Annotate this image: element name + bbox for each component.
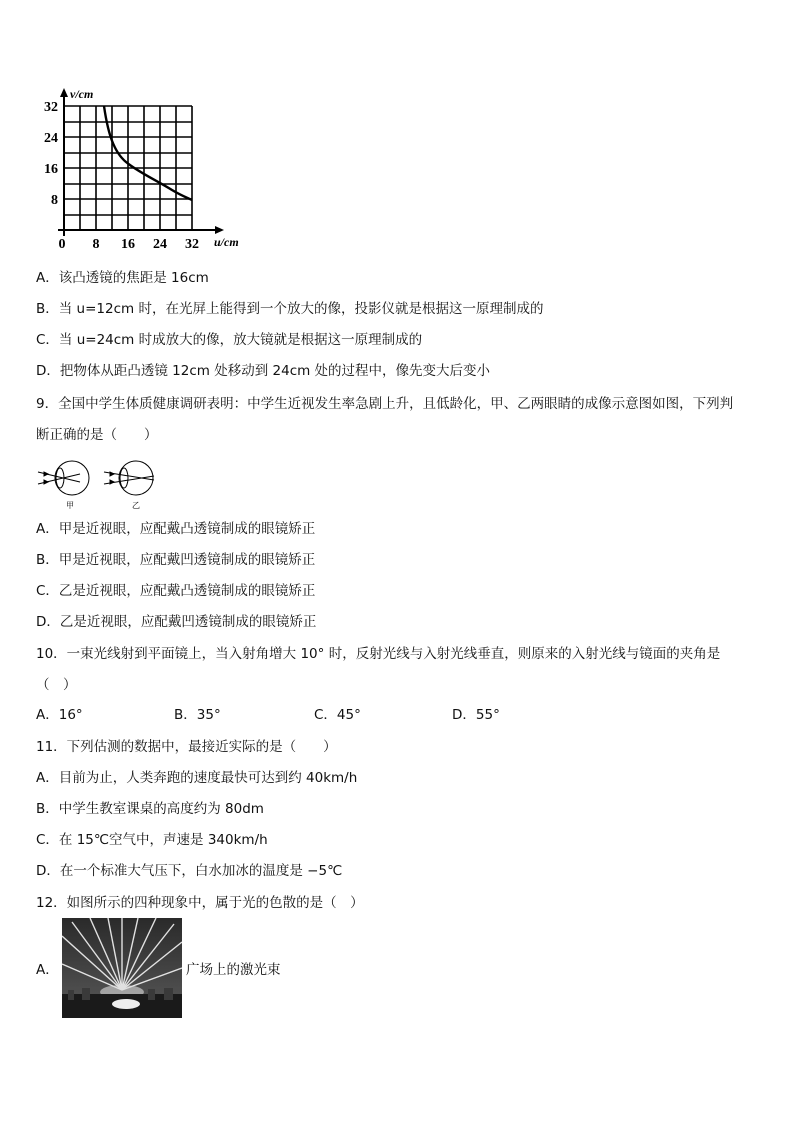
y-axis-label: v/cm <box>70 87 94 101</box>
x-axis-label: u/cm <box>214 235 239 249</box>
q8-option-c: C．当 u=24cm 时成放大的像，放大镜就是根据这一原理制成的 <box>36 332 423 348</box>
q8-option-d: D．把物体从距凸透镜 12cm 处移动到 24cm 处的过程中，像先变大后变小 <box>36 363 491 379</box>
q11-option-d: D．在一个标准大气压下，白水加冰的温度是 −5℃ <box>36 863 343 879</box>
q11-stem: 11．下列估测的数据中，最接近实际的是（ ） <box>36 739 337 755</box>
q9-option-b: B．甲是近视眼，应配戴凹透镜制成的眼镜矫正 <box>36 552 316 568</box>
y-tick: 24 <box>44 131 58 146</box>
q12-stem: 12．如图所示的四种现象中，属于光的色散的是（ ） <box>36 895 364 911</box>
q11-option-a: A．目前为止，人类奔跑的速度最快可达到约 40km/h <box>36 770 358 786</box>
q11-option-c: C．在 15℃空气中，声速是 340km/h <box>36 832 268 848</box>
q10-stem-line2: （ ） <box>36 677 77 693</box>
q11-option-b: B．中学生教室课桌的高度约为 80dm <box>36 801 264 817</box>
q9-option-d: D．乙是近视眼，应配戴凹透镜制成的眼镜矫正 <box>36 614 317 630</box>
eye-label-yi: 乙 <box>132 501 140 510</box>
eye-label-jia: 甲 <box>66 501 74 510</box>
q9-option-c: C．乙是近视眼，应配戴凸透镜制成的眼镜矫正 <box>36 583 316 599</box>
x-tick: 0 <box>58 237 66 252</box>
q10-option-a: A．16° <box>36 707 83 723</box>
q9-stem-line1: 9．全国中学生体质健康调研表明：中学生近视发生率急剧上升，且低龄化，甲、乙两眼睛的成像示意图如图，下列判 <box>36 396 734 412</box>
laser-beams-photo <box>62 918 182 1018</box>
q9-option-a: A．甲是近视眼，应配戴凸透镜制成的眼镜矫正 <box>36 521 316 537</box>
q10-option-d: D．55° <box>452 707 500 723</box>
lens-graph <box>34 84 254 256</box>
x-tick: 24 <box>153 237 167 252</box>
q10-stem-line1: 10．一束光线射到平面镜上，当入射角增大 10° 时，反射光线与入射光线垂直，则原来的入射光线与镜面的夹角是 <box>36 646 721 662</box>
y-tick: 32 <box>44 100 58 115</box>
q12-option-a-letter: A． <box>36 962 59 978</box>
q12-option-a-caption: 广场上的激光束 <box>186 962 281 978</box>
q8-option-b: B．当 u=12cm 时，在光屏上能得到一个放大的像，投影仪就是根据这一原理制成的 <box>36 301 544 317</box>
x-tick: 8 <box>92 237 100 252</box>
q8-option-a: A．该凸透镜的焦距是 16cm <box>36 270 209 286</box>
x-tick: 16 <box>121 237 135 252</box>
y-tick: 16 <box>44 162 58 177</box>
y-tick: 8 <box>51 193 58 208</box>
x-tick: 32 <box>185 237 199 252</box>
q9-stem-line2: 断正确的是（ ） <box>36 427 158 443</box>
q10-option-b: B．35° <box>174 707 221 723</box>
q10-option-c: C．45° <box>314 707 361 723</box>
eye-diagram <box>36 454 166 510</box>
